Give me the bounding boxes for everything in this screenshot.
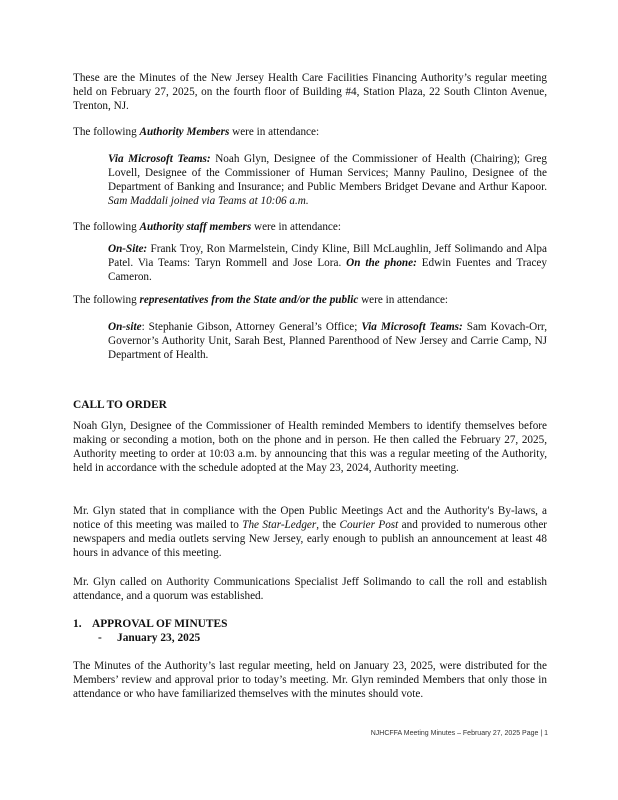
public-lead: [73, 293, 547, 307]
approval-dash: -: [98, 632, 102, 644]
members-lead-post: were in attendance:: [229, 126, 320, 138]
public-lead-emphasis: representatives from the State and/or the public: [139, 294, 359, 306]
members-via-text: Noah Glyn, Designee of the Commissioner of Health (Chairing); Greg Lovell, Designee of the Commissioner of Human Services; Manny Paulino, Designee of the Department of Banking and Insurance; and Public Members Bridget Devane and Arthur Kapoor.: [108, 153, 547, 193]
staff-phone-text: Edwin Fuentes and Tracey Cameron.: [108, 257, 547, 283]
staff-list: [108, 242, 547, 284]
staff-lead-post: were in attendance:: [251, 221, 341, 233]
intro-paragraph: [73, 71, 547, 113]
members-lead-emphasis: Authority Members: [139, 126, 230, 138]
call-to-order-para-2a: Mr. Glyn stated that in compliance with the Open Public Meetings Act and the Authority's By-laws, a notice of this meeting was mailed to: [73, 505, 547, 531]
approval-heading: APPROVAL OF MINUTES: [92, 618, 228, 630]
members-lead-pre: The following: [73, 126, 140, 138]
staff-lead: [73, 220, 547, 234]
call-to-order-para-2c: and provided to numerous other newspapers and media outlets serving New Jersey, early enough to publish an announcement at least 48 hours in advance of this meeting.: [73, 519, 548, 559]
call-to-order-para-3-text: Mr. Glyn called on Authority Communications Specialist Jeff Solimando to call the roll and establish attendance, and a quorum was established.: [73, 576, 547, 602]
members-late-note: Sam Maddali joined via Teams at 10:06 a.m.: [108, 195, 309, 207]
call-to-order-para-1-text: Noah Glyn, Designee of the Commissioner of Health reminded Members to identify themselves before making or seconding a motion, both on the phone and in person. He then called the February 27, 2025, Authority meeting to order at 10:03 a.m. by announcing that this was a regular meeting of the Authority, held in accordance with the schedule adopted at the May 23, 2024, Authority meeting.: [73, 420, 547, 474]
approval-paragraph-text: The Minutes of the Authority’s last regular meeting, held on January 23, 2025, were distributed for the Members’ review and approval prior to today’s meeting. Mr. Glyn reminded Members that only those in attendance or who have familiarized themselves with the minutes should vote.: [73, 660, 547, 700]
call-to-order-heading: CALL TO ORDER: [73, 399, 167, 411]
public-onsite-label: On-site: [108, 321, 142, 333]
page-footer: NJHCFFA Meeting Minutes – February 27, 2025 Page | 1: [370, 730, 548, 737]
approval-paragraph: [73, 659, 547, 701]
newspaper-courier-post: Courier Post: [339, 519, 399, 531]
approval-number: 1.: [73, 618, 82, 630]
public-list: [108, 320, 547, 362]
public-teams-text: Sam Kovach-Orr, Governor’s Authority Unit, Sarah Best, Planned Parenthood of New Jersey and Carrie Camp, NJ Department of Health.: [108, 321, 547, 361]
approval-subheading: January 23, 2025: [117, 632, 201, 644]
public-teams-label: Via Microsoft Teams:: [361, 321, 463, 333]
call-to-order-para-3: [73, 575, 547, 603]
members-via-label: Via Microsoft Teams:: [108, 153, 211, 165]
public-lead-post: were in attendance:: [358, 294, 449, 306]
public-lead-pre: The following: [73, 294, 140, 306]
intro-text: These are the Minutes of the New Jersey Health Care Facilities Financing Authority’s regular meeting held on February 27, 2025, on the fourth floor of Building #4, Station Plaza, 22 South Clinton Avenue, Trenton, NJ.: [73, 72, 547, 112]
newspaper-star-ledger: The Star-Ledger: [242, 519, 317, 531]
members-lead: [73, 125, 547, 139]
members-list: [108, 152, 547, 208]
call-to-order-para-2: [73, 504, 547, 560]
staff-lead-pre: The following: [73, 221, 140, 233]
staff-phone-label: On the phone:: [346, 257, 417, 269]
staff-onsite-label: On-Site:: [108, 243, 148, 255]
call-to-order-para-1: [73, 419, 547, 475]
call-to-order-para-2b: , the: [316, 519, 340, 531]
public-onsite-text: : Stephanie Gibson, Attorney General’s Office;: [141, 321, 362, 333]
staff-onsite-text: Frank Troy, Ron Marmelstein, Cindy Kline, Bill McLaughlin, Jeff Solimando and Alpa Patel. Via Teams: Taryn Rommell and Jose Lora.: [108, 243, 547, 269]
staff-lead-emphasis: Authority staff members: [139, 221, 252, 233]
